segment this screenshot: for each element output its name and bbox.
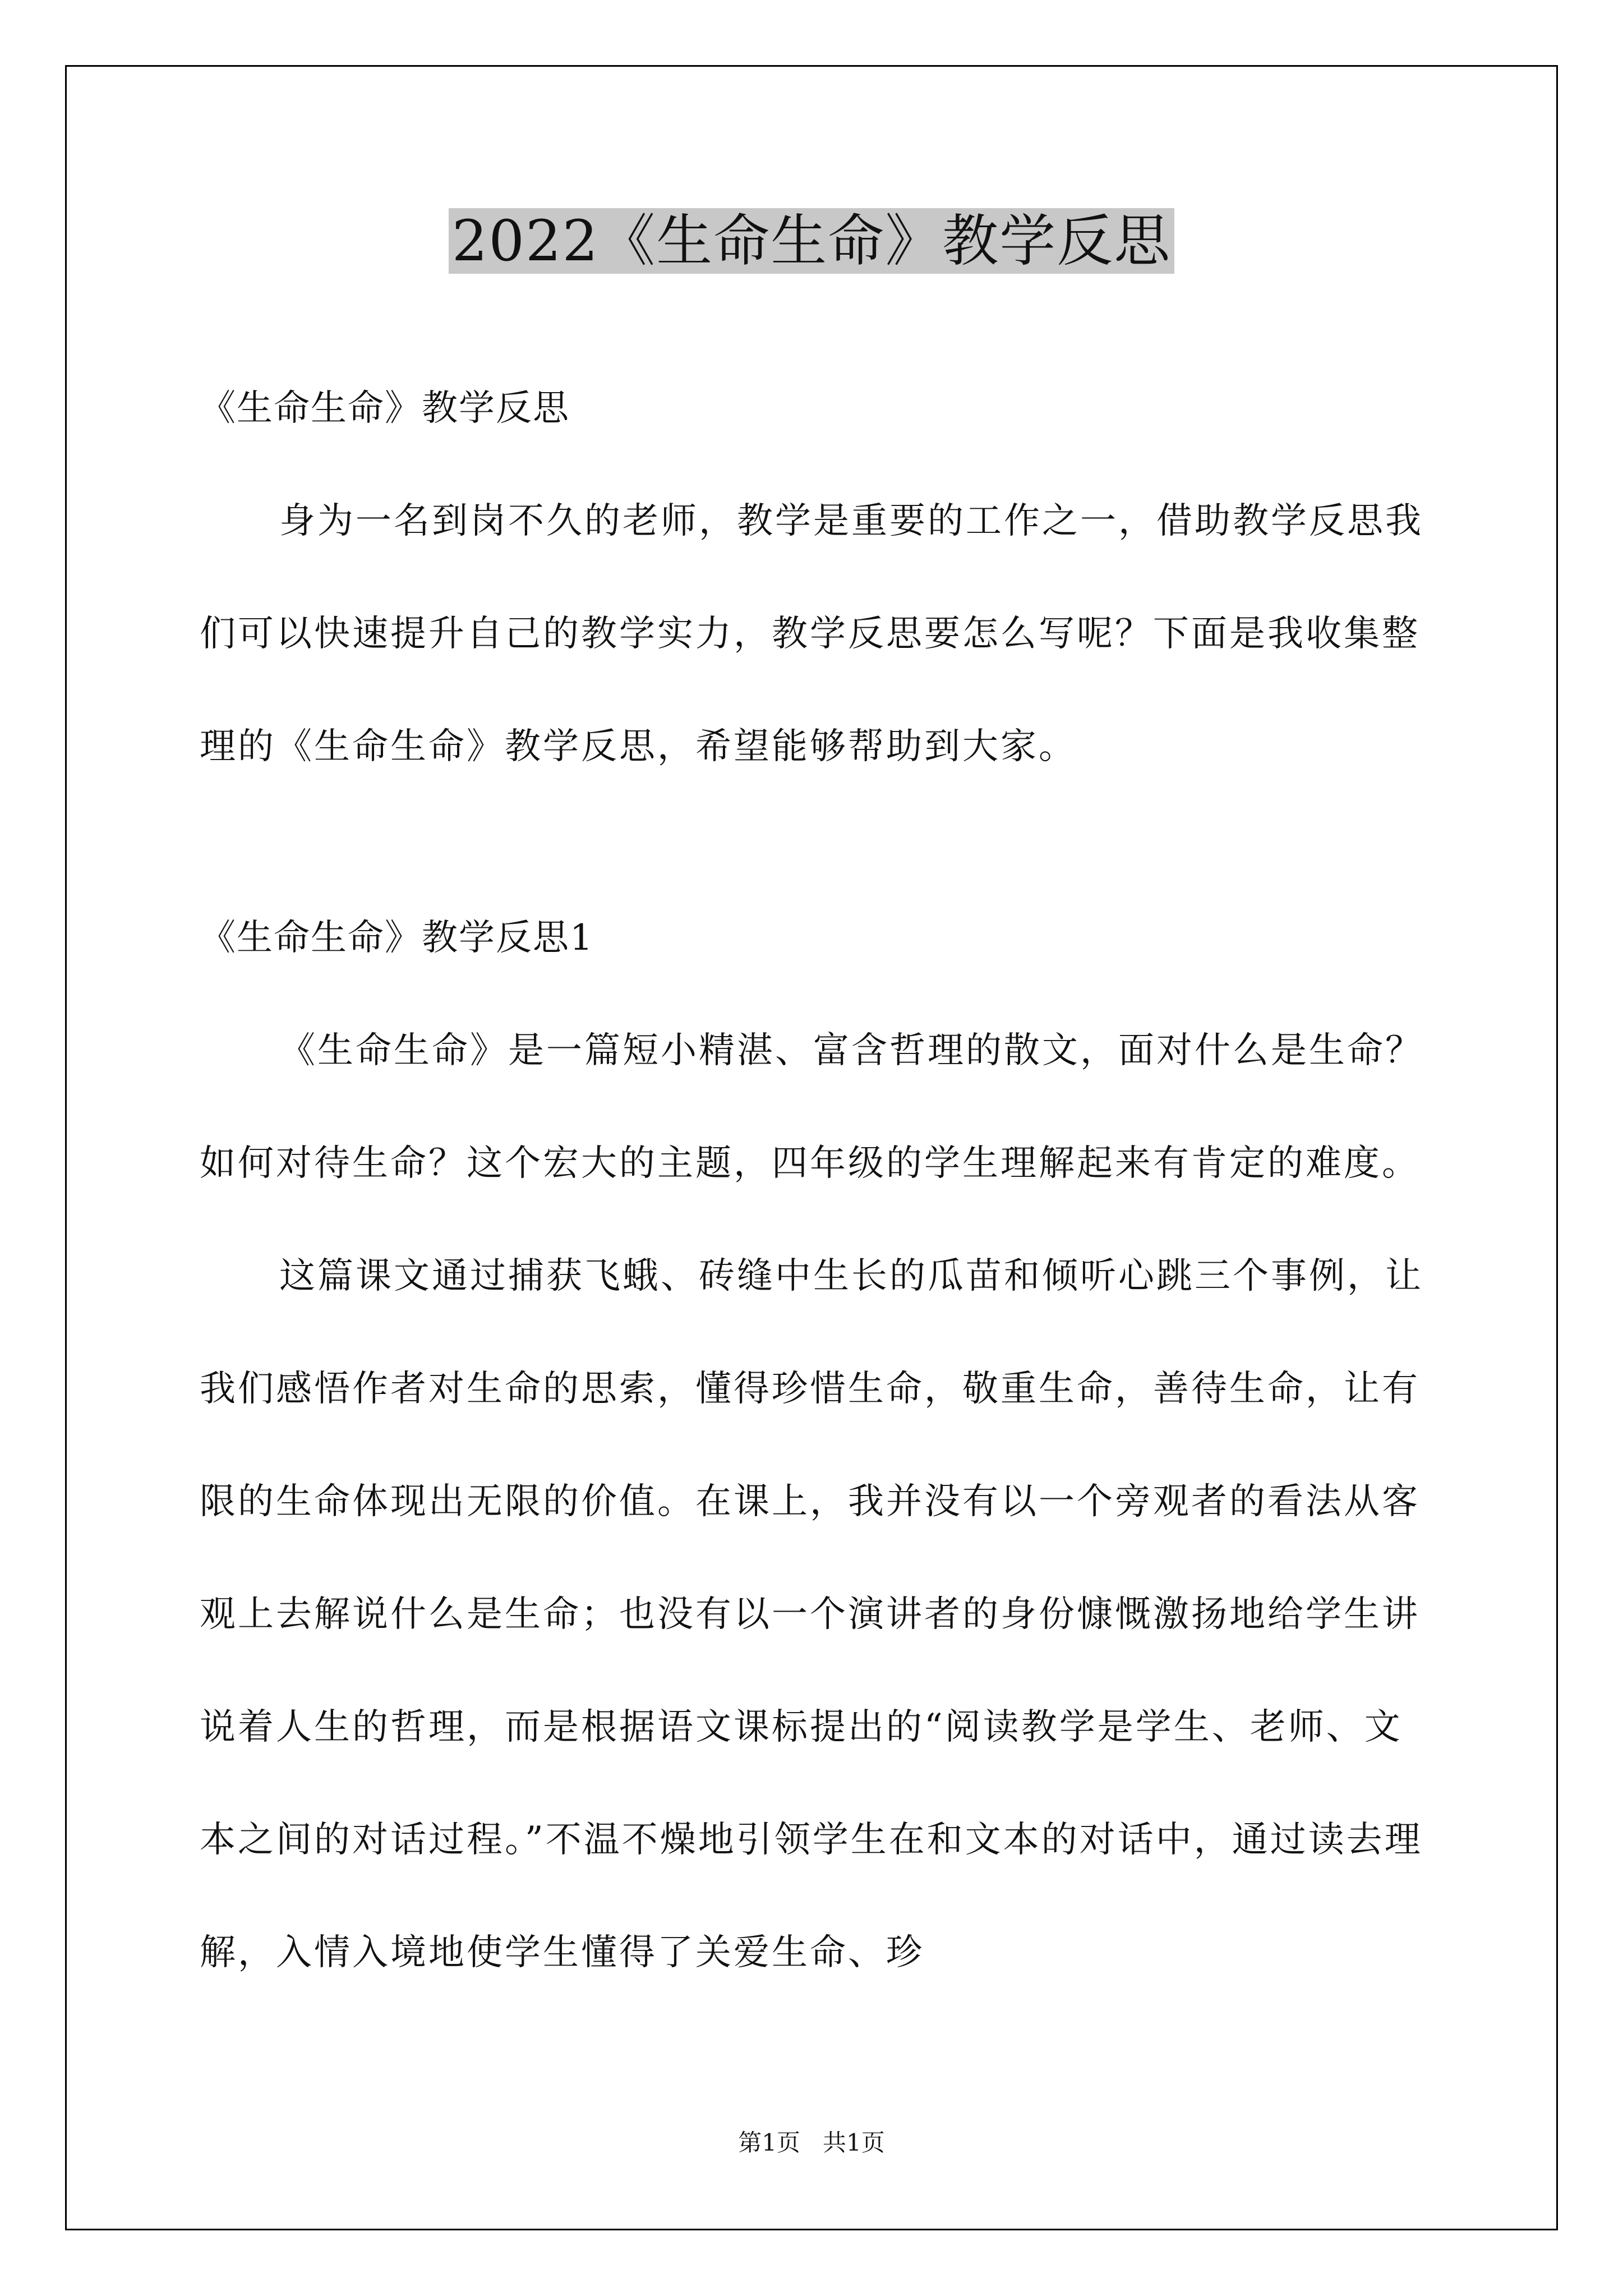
body-paragraph: 这篇课文通过捕获飞蛾、砖缝中生长的瓜苗和倾听心跳三个事例，让我们感悟作者对生命的思索，懂得珍惜生命，敬重生命，善待生命，让有限的生命体现出无限的价值。在课上，我并没有以一个旁观者的看法从客观上去解说什么是生命；也没有以一个演讲者的身份慷慨激扬地给学生讲说着人生的哲理，而是根据语文课标提出的“阅读教学是学生、老师、文本之间的对话过程。”不温不燥地引领学生在和文本的对话中，通过读去理解，入情入境地使学生懂得了关爱生命、珍 — [200, 1255, 1423, 1973]
document-body — [200, 352, 1433, 2009]
section-spacer — [200, 803, 1433, 882]
document-title — [0, 202, 1623, 280]
body-paragraph: 《生命生命》是一篇短小精湛、富含哲理的散文，面对什么是生命？如何对待生命？这个宏大的主题，四年级的学生理解起来有肯定的难度。 — [200, 1030, 1423, 1184]
subtitle: 《生命生命》教学反思 — [200, 388, 570, 429]
page-footer: 第1页 共1页 — [738, 2129, 885, 2156]
intro-paragraph: 身为一名到岗不久的老师，教学是重要的工作之一，借助教学反思我们可以快速提升自己的教学实力，教学反思要怎么写呢？下面是我收集整理的《生命生命》教学反思，希望能够帮助到大家。 — [200, 500, 1423, 767]
section-heading: 《生命生命》教学反思1 — [200, 917, 594, 959]
document-title-text: 2022《生命生命》教学反思 — [449, 208, 1175, 274]
